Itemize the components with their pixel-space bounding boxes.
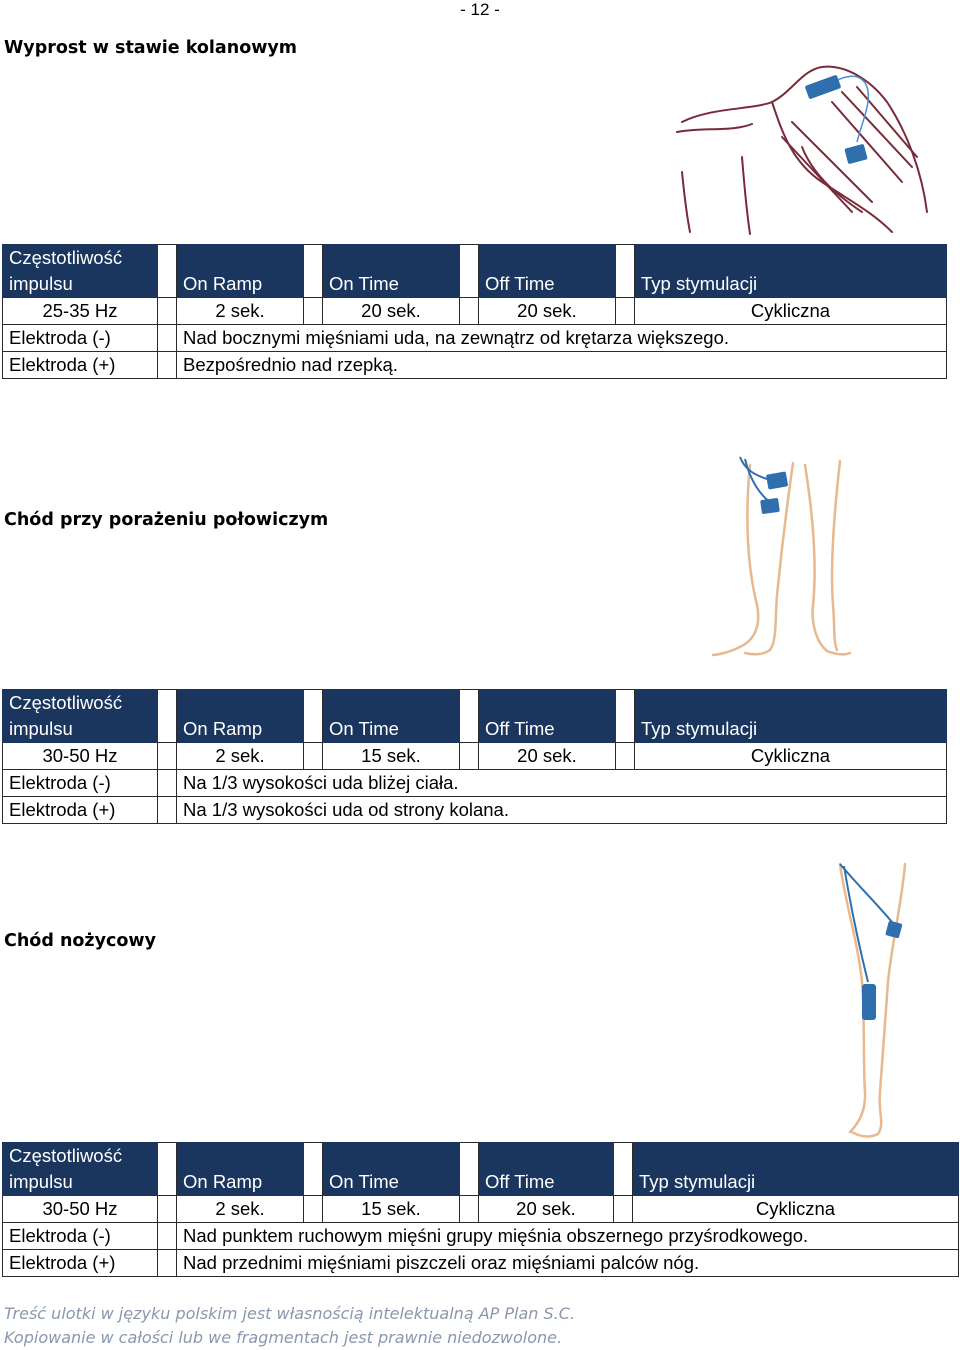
header-on-time: On Time [323,1143,460,1196]
value-stim-type: Cykliczna [635,298,947,325]
params-table-1 [2,244,947,379]
electrode-label: Elektroda (-) [3,1223,158,1250]
footer-copyright: Treść ulotki w języku polskim jest własnością intelektualną AP Plan S.C. [4,1304,576,1323]
params-table-2 [2,689,947,824]
hemiplegic-gait-illustration [705,455,855,660]
electrode-label: Elektroda (-) [3,325,158,352]
table-row-values [3,298,947,325]
header-on-ramp: On Ramp [177,690,304,743]
header-frequency: Częstotliwość impulsu [3,1143,158,1196]
footer-notice: Kopiowanie w całości lub we fragmentach jest prawnie niedozwolone. [4,1328,563,1347]
header-frequency: Częstotliwość impulsu [3,245,158,298]
table-header-row [3,1143,959,1196]
header-off-time: Off Time [479,1143,614,1196]
header-stim-type: Typ stymulacji [635,690,947,743]
table-header-row [3,245,947,298]
value-frequency: 30-50 Hz [3,743,158,770]
table-row [3,1250,959,1277]
section-title: Wyprost w stawie kolanowym [4,38,298,58]
table-row [3,1223,959,1250]
electrode-label: Elektroda (-) [3,770,158,797]
value-off-time: 20 sek. [479,298,616,325]
value-frequency: 30-50 Hz [3,1196,158,1223]
params-table-3 [2,1142,959,1277]
header-on-ramp: On Ramp [177,1143,304,1196]
value-on-ramp: 2 sek. [177,298,304,325]
table-row-values [3,743,947,770]
value-off-time: 20 sek. [479,743,616,770]
electrode-description: Nad punktem ruchowym mięśni grupy mięśnia obszernego przyśrodkowego. [177,1223,959,1250]
table-header-row [3,690,947,743]
value-on-time: 15 sek. [323,743,460,770]
header-off-time: Off Time [479,245,616,298]
value-stim-type: Cykliczna [633,1196,959,1223]
electrode-label: Elektroda (+) [3,352,158,379]
scissor-gait-illustration [830,862,910,1137]
electrode-description: Bezpośrednio nad rzepką. [177,352,947,379]
electrode-label: Elektroda (+) [3,1250,158,1277]
table-row [3,352,947,379]
header-stim-type: Typ stymulacji [633,1143,959,1196]
table-row [3,797,947,824]
header-frequency: Częstotliwość impulsu [3,690,158,743]
electrode-description: Na 1/3 wysokości uda bliżej ciała. [177,770,947,797]
electrode-description: Nad bocznymi mięśniami uda, na zewnątrz od krętarza większego. [177,325,947,352]
value-on-time: 20 sek. [323,298,460,325]
table-row [3,325,947,352]
electrode-description: Nad przednimi mięśniami piszczeli oraz mięśniami palców nóg. [177,1250,959,1277]
table-row-values [3,1196,959,1223]
electrode-label: Elektroda (+) [3,797,158,824]
header-stim-type: Typ stymulacji [635,245,947,298]
electrode-description: Na 1/3 wysokości uda od strony kolana. [177,797,947,824]
header-on-ramp: On Ramp [177,245,304,298]
header-off-time: Off Time [479,690,616,743]
section-title: Chód nożycowy [4,931,156,951]
knee-extension-illustration [672,62,937,240]
section-title: Chód przy porażeniu połowiczym [4,510,329,530]
header-on-time: On Time [323,690,460,743]
page-number: - 12 - [460,0,500,19]
value-frequency: 25-35 Hz [3,298,158,325]
value-stim-type: Cykliczna [635,743,947,770]
value-on-time: 15 sek. [323,1196,460,1223]
value-on-ramp: 2 sek. [177,1196,304,1223]
value-off-time: 20 sek. [479,1196,614,1223]
table-row [3,770,947,797]
header-on-time: On Time [323,245,460,298]
value-on-ramp: 2 sek. [177,743,304,770]
